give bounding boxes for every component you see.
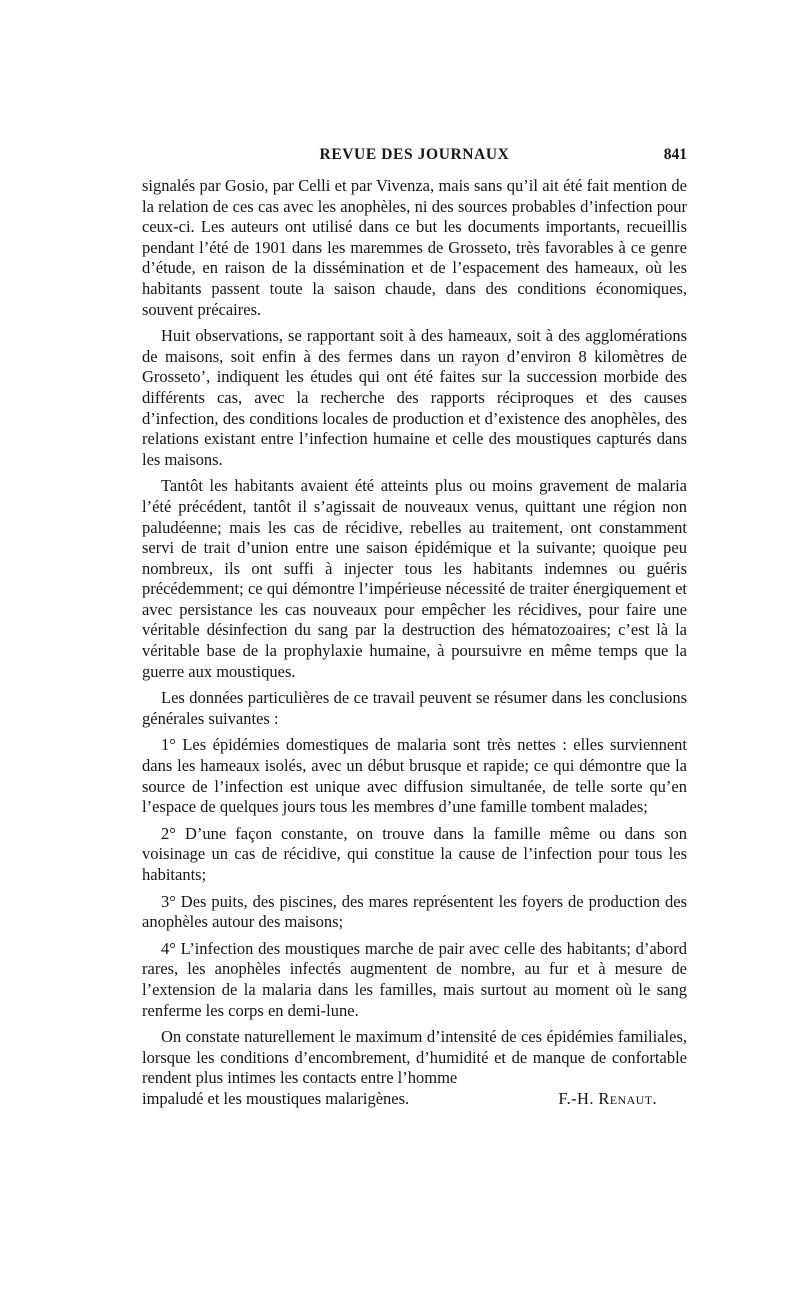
paragraph-continuation: signalés par Gosio, par Celli et par Vivenza, mais sans qu’il ait été fait mention de la relation de ces cas avec les anophèles, ni des sources probables d’infection pour ceux-ci. Les auteurs ont utilisé dans ce but les documents importants, recueillis pendant l’été de 1901 dans les maremmes de Grosseto, très favorables à ce genre d’étude, en raison de la dissémination et de l’espacement des hameaux, où les habitants passent toute la saison chaude, dans des conditions économiques, souvent précaires. [142,176,687,319]
conclusion-item-3: 3° Des puits, des piscines, des mares représentent les foyers de production des anophèles autour des maisons; [142,891,687,932]
author-signature: F.-H. Renaut. [558,1088,657,1108]
paragraph-recidive: Tantôt les habitants avaient été atteints plus ou moins gravement de malaria l’été précédent, tantôt il s’agissait de nouveaux venus, quittant une région non paludéenne; mais les cas de récidive, rebelles au traitement, ont constamment servi de trait d’union entre une saison épidémique et la suivante; quoique peu nombreux, ils ont suffi à injecter tous les habitants indemnes ou guéris précédemment; ce qui démontre l’impérieuse nécessité de traiter énergiquement et avec persistance les cas nouveaux pour empêcher les récidives, pour faire une véritable désinfection du sang par la destruction des hématozoaires; c’est là la véritable base de la prophylaxie humaine, à poursuivre en même temps que la guerre aux moustiques. [142,476,687,681]
paragraph-conclusions-intro: Les données particulières de ce travail peuvent se résumer dans les conclusions générales suivantes : [142,688,687,728]
running-title: REVUE DES JOURNAUX [319,146,510,163]
conclusion-item-1: 1° Les épidémies domestiques de malaria sont très nettes : elles surviennent dans les hameaux isolés, avec un début brusque et rapide; ce qui démontre que la source de l’infection est unique avec diffusion simultanée, de telle sorte qu’en l’espace de quelques jours tous les membres d’une famille tombent malades; [142,735,687,817]
page-number: 841 [663,146,687,163]
paragraph-final: On constate naturellement le maximum d’intensité de ces épidémies familiales, lorsque les conditions d’encombrement, d’humidité et de manque de confortable rendent plus intimes les contacts entre l’homme [142,1027,687,1088]
paragraph-observations: Huit observations, se rapportant soit à des hameaux, soit à des agglomérations de maisons, soit enfin à des fermes dans un rayon d’environ 8 kilomètres de Grosseto’, indiquent les études qui ont été faites sur la succession morbide des différents cas, avec la recherche des rapports réciproques et des causes d’infection, des conditions locales de production et d’existence des anophèles, des relations existant entre l’infection humaine et celle des moustiques capturés dans les maisons. [142,326,687,469]
article-body [142,176,687,1116]
closing-line-row [142,1089,687,1110]
closing-line: impaludé et les moustiques malarigènes. [142,1088,410,1108]
conclusion-item-2: 2° D’une façon constante, on trouve dans la famille même ou dans son voisinage un cas de récidive, qui constitue la cause de l’infection pour tous les habitants; [142,823,687,884]
running-head [142,146,687,170]
conclusion-item-4: 4° L’infection des moustiques marche de pair avec celle des habitants; d’abord rares, les anophèles infectés augmentent de nombre, au fur et à mesure de l’extension de la malaria dans les familles, mais surtout au moment où le sang renferme les corps en demi-lune. [142,938,687,1020]
